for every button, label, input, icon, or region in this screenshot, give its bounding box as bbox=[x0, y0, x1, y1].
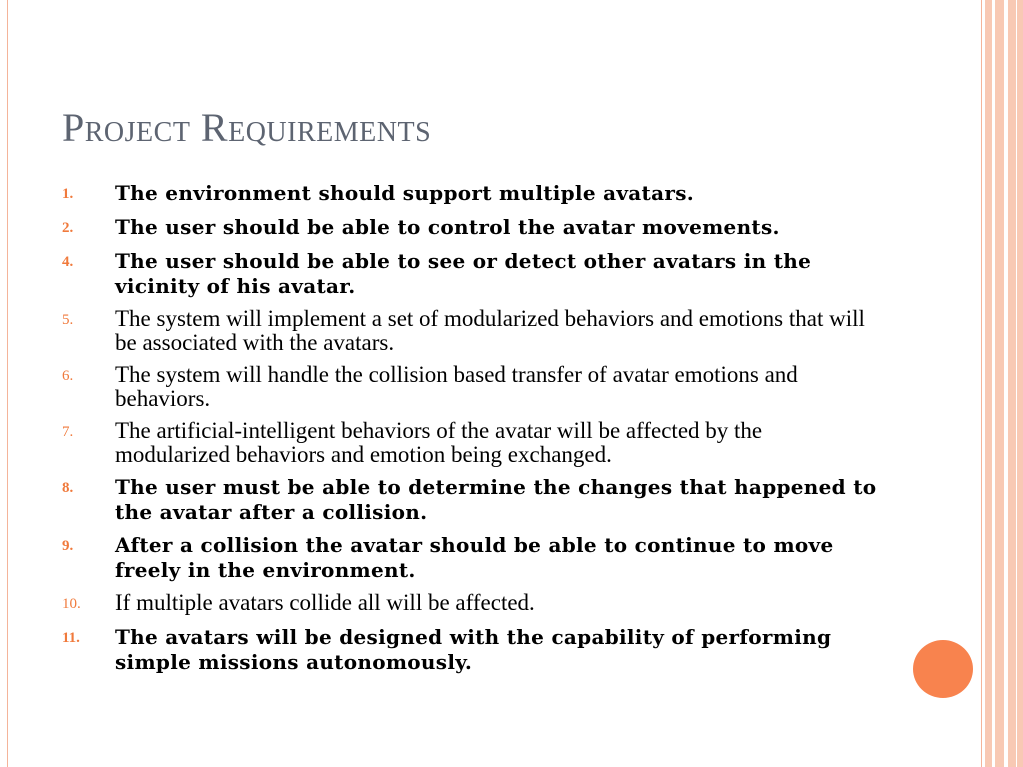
list-item-text: The user must be able to determine the changes that happened to the avatar after a collision. bbox=[115, 475, 877, 524]
slide-title: Project Requirements bbox=[62, 105, 432, 150]
decorative-stripe bbox=[995, 0, 1004, 767]
list-item-text: After a collision the avatar should be able to continue to move freely in the environment. bbox=[115, 533, 834, 582]
list-item bbox=[62, 249, 882, 299]
list-item-text: If multiple avatars collide all will be affected. bbox=[115, 590, 535, 615]
list-item bbox=[62, 363, 882, 411]
list-item-number: 11. bbox=[62, 630, 80, 646]
list-item-number: 5. bbox=[62, 312, 74, 328]
list-item-number: 4. bbox=[62, 254, 74, 270]
list-item-number: 7. bbox=[62, 424, 74, 440]
decorative-stripe-divider bbox=[1016, 0, 1017, 767]
list-item-text: The user should be able to control the avatar movements. bbox=[115, 215, 780, 239]
list-item bbox=[62, 181, 882, 207]
requirements-list bbox=[62, 181, 882, 683]
list-item-number: 10. bbox=[62, 596, 81, 612]
list-item-text: The environment should support multiple avatars. bbox=[115, 181, 695, 205]
list-item bbox=[62, 533, 882, 583]
list-item bbox=[62, 591, 882, 617]
list-item bbox=[62, 625, 882, 675]
list-item-number: 1. bbox=[62, 186, 74, 202]
list-item-text: The avatars will be designed with the capability of performing simple missions autonomously. bbox=[115, 625, 832, 674]
list-item-number: 2. bbox=[62, 220, 74, 236]
left-border-line bbox=[7, 0, 8, 767]
list-item bbox=[62, 419, 882, 467]
decorative-circle-icon bbox=[911, 638, 975, 700]
list-item-number: 8. bbox=[62, 480, 74, 496]
list-item bbox=[62, 307, 882, 355]
right-border-line bbox=[981, 0, 982, 767]
list-item-number: 6. bbox=[62, 368, 74, 384]
decorative-stripe bbox=[985, 0, 992, 767]
list-item bbox=[62, 475, 882, 525]
list-item-number: 9. bbox=[62, 538, 74, 554]
list-item-text: The system will implement a set of modularized behaviors and emotions that will be associated with the avatars. bbox=[115, 306, 865, 355]
list-item-text: The system will handle the collision based transfer of avatar emotions and behaviors. bbox=[115, 362, 798, 411]
list-item bbox=[62, 215, 882, 241]
list-item-text: The artificial-intelligent behaviors of the avatar will be affected by the modularized behaviors and emotion being exchanged. bbox=[115, 418, 763, 467]
list-item-text: The user should be able to see or detect other avatars in the vicinity of his avatar. bbox=[115, 249, 812, 298]
